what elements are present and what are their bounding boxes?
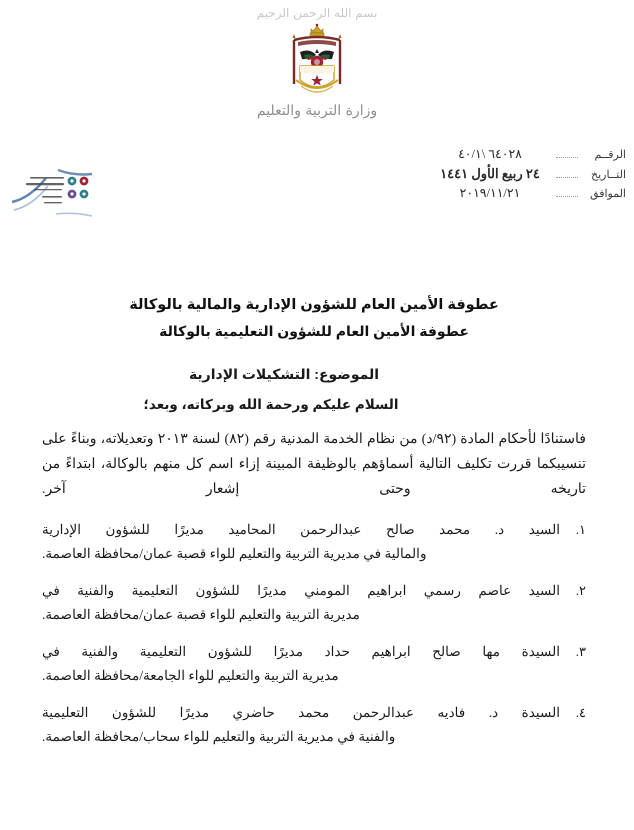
- addressee-block: [42, 292, 586, 344]
- jordan-coat-of-arms-icon: [0, 22, 634, 102]
- list-item: [42, 701, 586, 749]
- addressee-line-2: عطوفة الأمين العام للشؤون التعليمية بالوكالة: [159, 323, 469, 339]
- hijri-date-label: التــاريخ: [591, 169, 626, 181]
- greeting-line: السلام عليكم ورحمة الله وبركاته، وبعد؛: [143, 397, 399, 412]
- list-item: [42, 640, 586, 688]
- hijri-date-row: [426, 165, 626, 184]
- list-item-line-2: مديرية التربية والتعليم للواء قصبة عمان/محافظة العاصمة.: [42, 607, 360, 622]
- hijri-date-value: ٢٤ ربيع الأول ١٤٤١: [440, 166, 540, 181]
- letterhead: [0, 0, 634, 140]
- list-item-line-1: السيدة د. فاديه عبدالرحمن محمد حاضري مديرًا للشؤون التعليمية: [42, 705, 560, 720]
- list-item-number: ٣.: [575, 644, 586, 659]
- reference-block: [426, 146, 626, 204]
- body-line-1: فاستنادًا لأحكام المادة (٩٢/د) من نظام الخدمة المدنية رقم (٨٢) لسنة: [191, 432, 586, 447]
- list-item-line-1: السيد عاصم رسمي ابراهيم المومني مديرًا للشؤون التعليمية والفنية في: [42, 583, 560, 598]
- list-item-number: ٤.: [575, 705, 586, 720]
- accreditation-logo-icon: [12, 168, 92, 220]
- list-item-line-1: السيدة مها صالح ابراهيم حداد مديرًا للشؤون التعليمية والفنية في: [42, 644, 560, 659]
- reference-number-label: الرقــم: [594, 149, 626, 161]
- list-item-text: [42, 518, 560, 566]
- list-item-number: ٢.: [575, 583, 586, 598]
- body-paragraph: [42, 427, 586, 502]
- body-line-2: ٢٠١٣ وتعديلاته، وبناءً على تنسيبكما قررت تكليف التالية أسماؤهم: [42, 432, 586, 472]
- list-item-line-2: مديرية التربية والتعليم للواء الجامعة/محافظة العاصمة.: [42, 668, 339, 683]
- list-item: [42, 518, 586, 566]
- letter-body: [0, 292, 634, 762]
- dotted-leader: [556, 195, 578, 197]
- ministry-name: وزارة التربية والتعليم: [256, 103, 378, 119]
- appointments-list: [42, 518, 586, 749]
- reference-number-value: ٦٤٠٢٨ \٤٠/١: [458, 147, 522, 161]
- list-item-text: [42, 579, 560, 627]
- list-item-line-2: والمالية في مديرية التربية والتعليم للواء قصبة عمان/محافظة العاصمة.: [42, 546, 427, 561]
- subject-line: الموضوع: التشكيلات الإدارية: [188, 366, 380, 382]
- gregorian-date-row: [426, 185, 626, 203]
- dotted-leader: [556, 176, 578, 178]
- list-item-text: [42, 701, 560, 749]
- dotted-leader: [556, 156, 578, 158]
- list-item-line-1: السيد د. محمد صالح عبدالرحمن المحاميد مديرًا للشؤون الإدارية: [42, 522, 560, 537]
- list-item-line-2: والفنية في مديرية التربية والتعليم للواء سحاب/محافظة العاصمة.: [42, 729, 396, 744]
- addressee-line-1: عطوفة الأمين العام للشؤون الإدارية والمالية بالوكالة: [129, 297, 499, 313]
- list-item-number: ١.: [575, 522, 586, 537]
- body-line-4: آخر.: [42, 482, 66, 497]
- basmala-text: بسم الله الرحمن الرحيم: [256, 6, 378, 20]
- reference-number-row: [426, 146, 626, 164]
- body-line-3: بالوظيفة المبينة إزاء اسم كل منهم بالوكالة، ابتداءً من تاريخه وحتى إشعار: [42, 457, 586, 497]
- list-item: [42, 579, 586, 627]
- list-item-text: [42, 640, 560, 688]
- gregorian-date-label: الموافق: [590, 188, 626, 200]
- gregorian-date-value: ٢٠١٩/١١/٢١: [459, 186, 521, 200]
